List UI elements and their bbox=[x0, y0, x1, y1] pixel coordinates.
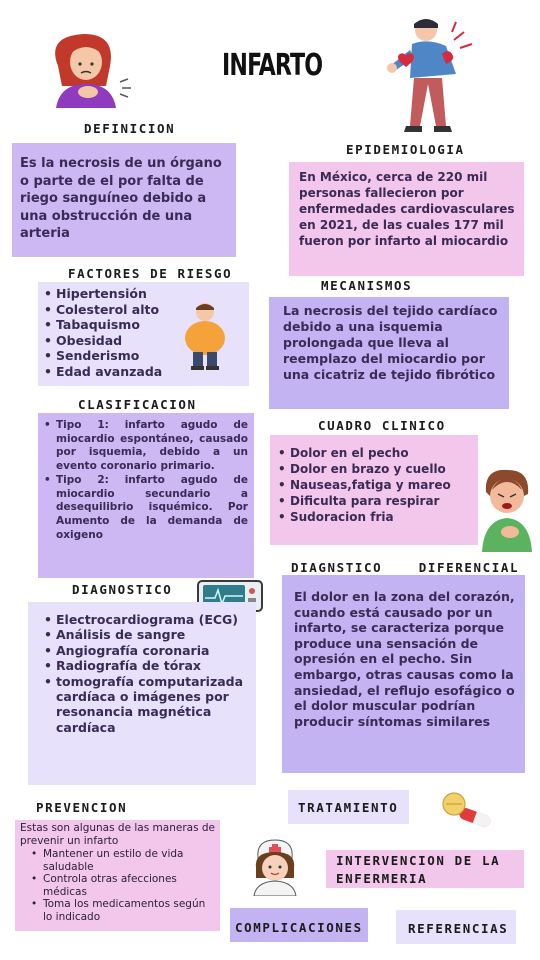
prevencion-list bbox=[29, 848, 215, 923]
factores-list bbox=[42, 286, 162, 379]
list-item: • Electrocardiograma (ECG) bbox=[42, 612, 246, 627]
nauseous-person-icon bbox=[478, 466, 536, 552]
diagnostico-box bbox=[28, 602, 256, 785]
list-item: • Senderismo bbox=[42, 348, 162, 364]
complicaciones-label: COMPLICACIONES bbox=[235, 920, 363, 935]
intervencion-label: INTERVENCION DE LA ENFERMERIA bbox=[336, 853, 501, 886]
list-item: • Controla otras afecciones médicas bbox=[29, 873, 215, 898]
list-item: • Toma los medicamentos según lo indicado bbox=[29, 898, 215, 923]
referencias-button[interactable] bbox=[396, 910, 516, 944]
list-item: • Dolor en el pecho bbox=[276, 445, 451, 461]
list-item: • Nauseas,fatiga y mareo bbox=[276, 477, 451, 493]
complicaciones-button[interactable] bbox=[230, 908, 368, 942]
list-item: • tomografía computarizada cardíaca o imágenes por resonancia magnética cardíaca bbox=[42, 674, 246, 736]
tratamiento-label: TRATAMIENTO bbox=[298, 800, 399, 815]
pills-icon bbox=[436, 790, 492, 832]
obese-man-icon bbox=[180, 300, 230, 372]
prevencion-header: PREVENCION bbox=[36, 800, 128, 815]
page-title: INFARTO bbox=[222, 48, 323, 83]
diferencial-header: DIAGNSTICO DIFERENCIAL bbox=[291, 560, 520, 575]
man-heart-attack-icon bbox=[380, 14, 492, 134]
epidemiologia-box bbox=[289, 162, 524, 276]
intervencion-button[interactable] bbox=[326, 850, 524, 888]
definicion-text: Es la necrosis de un órgano o parte de el por falta de riego sanguíneo debido a una obstrucción de una arteria bbox=[20, 156, 222, 241]
definicion-box bbox=[12, 143, 236, 257]
referencias-label: REFERENCIAS bbox=[408, 921, 509, 936]
factores-header: FACTORES DE RIESGO bbox=[68, 266, 233, 281]
cuadro-header: CUADRO CLINICO bbox=[318, 418, 446, 433]
list-item: • Mantener un estilo de vida saludable bbox=[29, 848, 215, 873]
diagnostico-list bbox=[42, 612, 246, 735]
woman-chest-pain-icon bbox=[36, 26, 136, 108]
diferencial-text: El dolor en la zona del corazón, cuando está causado por un infarto, se caracteriza porque produce una sensación de opresión en el pecho. Sin embargo, otras causas como la ansiedad, el reflujo esofágico o el dolor muscular podrían producir síntomas similares bbox=[294, 589, 515, 729]
diagnostico-header: DIAGNOSTICO bbox=[72, 582, 173, 597]
prevencion-intro: Estas son algunas de las maneras de prevenir un infarto bbox=[20, 822, 216, 847]
factores-box bbox=[38, 282, 249, 386]
list-item: • Sudoracion fria bbox=[276, 509, 451, 525]
list-item: • Análisis de sangre bbox=[42, 627, 246, 642]
list-item: • Obesidad bbox=[42, 333, 162, 349]
cuadro-list bbox=[276, 445, 451, 525]
epidemiologia-header: EPIDEMIOLOGIA bbox=[346, 142, 465, 157]
list-item: • Dificulta para respirar bbox=[276, 493, 451, 509]
list-item: • Hipertensión bbox=[42, 286, 162, 302]
list-item: • Radiografía de tórax bbox=[42, 658, 246, 673]
list-item: • Tipo 1: infarto agudo de miocardio espontáneo, causado por isquemia, debido a un evento coronario primario. bbox=[42, 419, 248, 474]
clasificacion-header: CLASIFICACION bbox=[78, 397, 197, 412]
prevencion-box bbox=[15, 820, 220, 931]
tratamiento-button[interactable] bbox=[288, 790, 409, 824]
nurse-icon bbox=[250, 838, 300, 896]
list-item: • Edad avanzada bbox=[42, 364, 162, 380]
mecanismos-box bbox=[269, 297, 509, 409]
epidemiologia-text: En México, cerca de 220 mil personas fallecieron por enfermedades cardiovasculares en 2021, de las cuales 177 mil fueron por infarto al miocardio bbox=[299, 170, 515, 248]
list-item: • Tabaquismo bbox=[42, 317, 162, 333]
list-item: • Tipo 2: infarto agudo de miocardio secundario a desequilibrio isquémico. Por Aumento de la demanda de oxigeno bbox=[42, 474, 248, 543]
clasificacion-box bbox=[38, 413, 254, 578]
mecanismos-text: La necrosis del tejido cardíaco debido a una isquemia prolongada que lleva al reemplazo del miocardio por una cicatriz de tejido fibrótico bbox=[283, 303, 498, 382]
diferencial-box bbox=[282, 575, 525, 773]
clasificacion-list bbox=[42, 419, 248, 542]
mecanismos-header: MECANISMOS bbox=[321, 278, 413, 293]
definicion-header: DEFINICION bbox=[84, 121, 176, 136]
list-item: • Angiografía coronaria bbox=[42, 643, 246, 658]
list-item: • Colesterol alto bbox=[42, 302, 162, 318]
cuadro-box bbox=[270, 435, 478, 545]
list-item: • Dolor en brazo y cuello bbox=[276, 461, 451, 477]
